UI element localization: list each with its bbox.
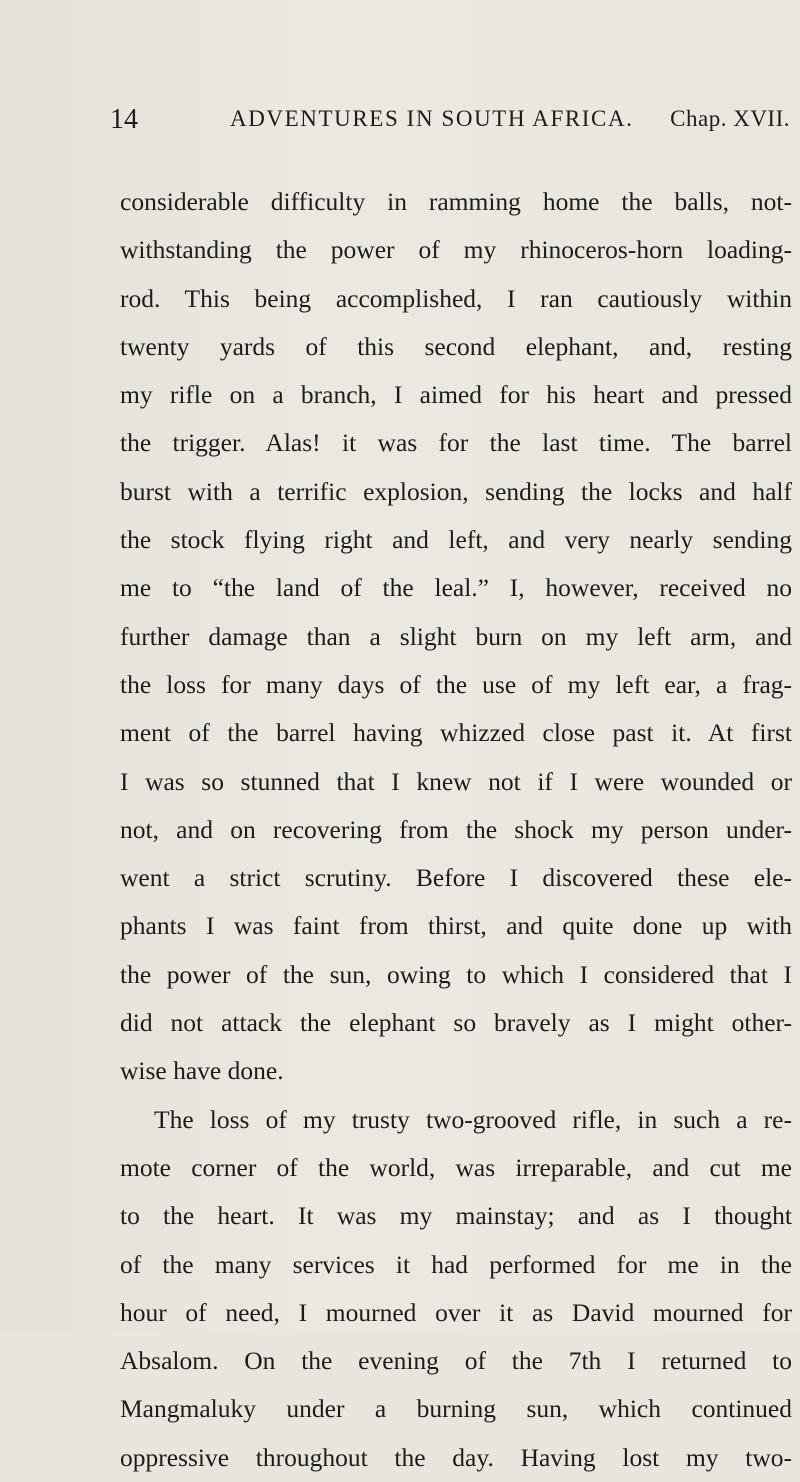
text-line: considerable difficulty in ramming home the balls, not- (120, 187, 792, 216)
page-header (110, 104, 790, 140)
text-line: did not attack the elephant so bravely as I might other- (120, 1008, 792, 1038)
text-line: Mangmaluky under a burning sun, which continued (120, 1394, 792, 1424)
text-line: the power of the sun, owing to which I considered that I (120, 959, 792, 989)
text-line: the stock flying right and left, and very nearly sending (120, 525, 792, 555)
text-line: I was so stunned that I knew not if I were wounded or (120, 766, 792, 796)
text-line: burst with a terrific explosion, sending the locks and half (120, 476, 792, 506)
text-line: the trigger. Alas! it was for the last time. The barrel (120, 428, 792, 458)
text-line: phants I was faint from thirst, and quite done up with (120, 911, 792, 941)
text-line: wise have done. (120, 1056, 284, 1086)
text-line: mote corner of the world, was irreparable, and cut me (120, 1152, 792, 1182)
text-line: The loss of my trusty two-grooved rifle, in such a re- (154, 1104, 792, 1134)
body-text (120, 178, 792, 1482)
text-line: withstanding the power of my rhinoceros-horn loading- (120, 235, 792, 265)
text-line: not, and on recovering from the shock my person under- (120, 814, 792, 844)
text-line: Absalom. On the evening of the 7th I returned to (120, 1346, 792, 1376)
page-number: 14 (110, 104, 138, 135)
text-line: my rifle on a branch, I aimed for his heart and pressed (120, 380, 792, 410)
text-line: to the heart. It was my mainstay; and as I thought (120, 1201, 792, 1231)
text-line: ment of the barrel having whizzed close past it. At first (120, 718, 792, 748)
text-line: the loss for many days of the use of my left ear, a frag- (120, 669, 792, 699)
text-line: me to “the land of the leal.” I, however, received no (120, 573, 792, 603)
text-line: went a strict scrutiny. Before I discovered these ele- (120, 863, 792, 893)
text-line: oppressive throughout the day. Having lost my two- (120, 1442, 792, 1472)
text-line: rod. This being accomplished, I ran cautiously within (120, 283, 792, 313)
text-line: of the many services it had performed for me in the (120, 1249, 792, 1279)
chapter-label: Chap. XVII. (670, 106, 790, 131)
text-line: twenty yards of this second elephant, and, resting (120, 331, 792, 361)
text-line: hour of need, I mourned over it as David mourned for (120, 1297, 792, 1327)
text-line: further damage than a slight burn on my left arm, and (120, 621, 792, 651)
running-title: ADVENTURES IN SOUTH AFRICA. (230, 106, 634, 131)
